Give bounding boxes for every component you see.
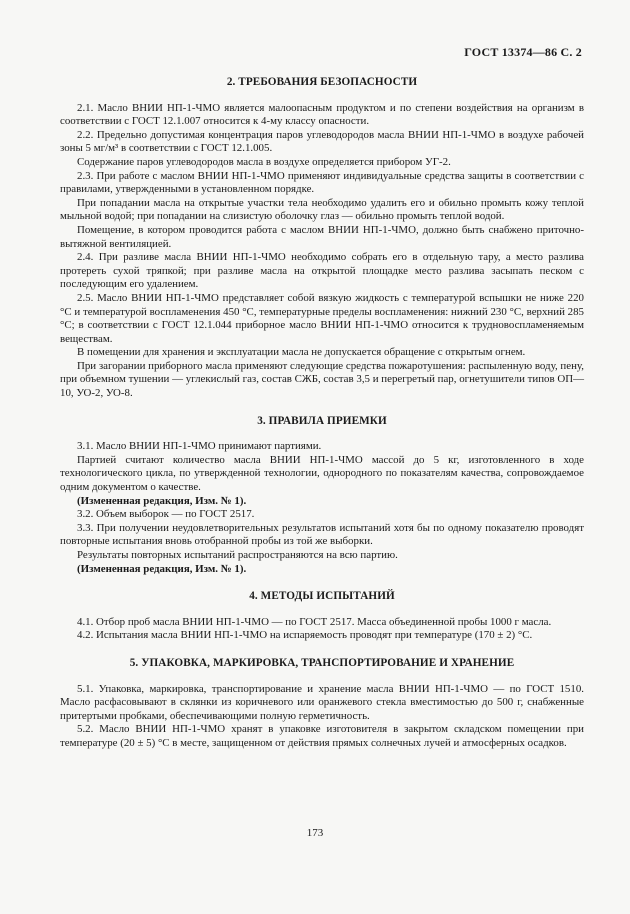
section-spacer (60, 576, 584, 590)
paragraph: 2.5. Масло ВНИИ НП-1-ЧМО представляет собой вязкую жидкость с температурой вспышки не ниже 220 °С и температурой воспламенения 450 °С, температурные пределы воспламенения: нижний 230 °С, верхний 285 °С; в соответствии с ГОСТ 12.1.044 приборное масло ВНИИ НП-1-ЧМО относится к трудновоспламеняемым веществам. (60, 291, 584, 345)
paragraph: 5.2. Масло ВНИИ НП-1-ЧМО хранят в упаковке изготовителя в закрытом складском помещении при температуре (20 ± 5) °С в месте, защищенном от действия прямых солнечных лучей и атмосферных осадков. (60, 723, 584, 749)
document-header: ГОСТ 13374—86 С. 2 (464, 45, 582, 59)
paragraph: 3.2. Объем выборок — по ГОСТ 2517. (77, 508, 255, 521)
section-spacer (60, 401, 584, 415)
paragraph: 3.3. При получении неудовлетворительных результатов испытаний хотя бы по одному показателю проводят повторные испытания вновь отобранной пробы из той же выборки. (60, 521, 584, 548)
paragraph: 2.1. Масло ВНИИ НП-1-ЧМО является малоопасным продуктом и по степени воздействия на организм в соответствии с ГОСТ 12.1.007 относится к 4-му классу опасности. (60, 101, 584, 128)
paragraph: 3.1. Масло ВНИИ НП-1-ЧМО принимают партиями. (77, 440, 322, 453)
paragraph: В помещении для хранения и эксплуатации масла не допускается обращение с открытым огнем. (77, 346, 526, 359)
paragraph: Содержание паров углеводородов масла в воздухе определяется прибором УГ-2. (77, 155, 451, 168)
paragraph: При попадании масла на открытые участки тела необходимо удалить его и обильно промыть кожу теплой мыльной водой; при попадании на слизистую оболочку глаз — обильно промыть теплой водой. (60, 196, 584, 223)
paragraph: 2.3. При работе с маслом ВНИИ НП-1-ЧМО применяют индивидуальные средства защиты в соответствии с правилами, утвержденными в установленном порядке. (60, 169, 584, 196)
paragraph: 4.1. Отбор проб масла ВНИИ НП-1-ЧМО — по ГОСТ 2517. Масса объединенной пробы 1000 г масла. (77, 615, 552, 628)
paragraph: 5.1. Упаковка, маркировка, транспортирование и хранение масла ВНИИ НП-1-ЧМО — по ГОСТ 1510. Масло расфасовывают в склянки из коричневого или оранжевого стекла вместимостью до 500 г, снабженные притертыми пробками, обеспечивающими полную герметичность. (60, 682, 584, 722)
paragraph: При загорании приборного масла применяют следующие средства пожаротушения: распыленную воду, пену, при объемном тушении — углекислый газ, состав СЖБ, состав 3,5 и перегретый пар, огнетушители типов ОП—10, УО-2, УО-8. (60, 359, 584, 400)
paragraph: 2.4. При разливе масла ВНИИ НП-1-ЧМО необходимо собрать его в отдельную тару, а место разлива протереть сухой тряпкой; при разливе масла на открытой площадке место разлива засыпать песком с последующим его удалением. (60, 251, 584, 291)
document-body (60, 76, 584, 751)
amendment-note: (Измененная редакция, Изм. № 1). (77, 562, 247, 575)
section-5-title: 5. УПАКОВКА, МАРКИРОВКА, ТРАНСПОРТИРОВАНИЕ И ХРАНЕНИЕ (129, 656, 515, 669)
paragraph: 2.2. Предельно допустимая концентрация паров углеводородов масла ВНИИ НП-1-ЧМО в воздухе рабочей зоны 5 мг/м³ в соответствии с ГОСТ 12.1.005. (60, 128, 584, 155)
paragraph: 4.2. Испытания масла ВНИИ НП-1-ЧМО на испаряемость проводят при температуре (170 ± 2) °С. (77, 629, 533, 642)
paragraph: Помещение, в котором проводится работа с маслом ВНИИ НП-1-ЧМО, должно быть снабжено приточно-вытяжной вентиляцией. (60, 223, 584, 250)
amendment-note: (Измененная редакция, Изм. № 1). (77, 494, 247, 507)
section-2-title: 2. ТРЕБОВАНИЯ БЕЗОПАСНОСТИ (226, 76, 418, 88)
page-number: 173 (306, 827, 324, 839)
section-spacer (60, 643, 584, 657)
section-3-title: 3. ПРАВИЛА ПРИЕМКИ (257, 414, 387, 427)
paragraph: Результаты повторных испытаний распространяются на всю партию. (77, 549, 398, 561)
section-4-title: 4. МЕТОДЫ ИСПЫТАНИЙ (249, 590, 395, 603)
paragraph: Партией считают количество масла ВНИИ НП-1-ЧМО массой до 5 кг, изготовленного в ходе технологического цикла, по утвержденной технологии, однородного по показателям качества, сопровождаемое одним документом о качестве. (60, 453, 584, 494)
